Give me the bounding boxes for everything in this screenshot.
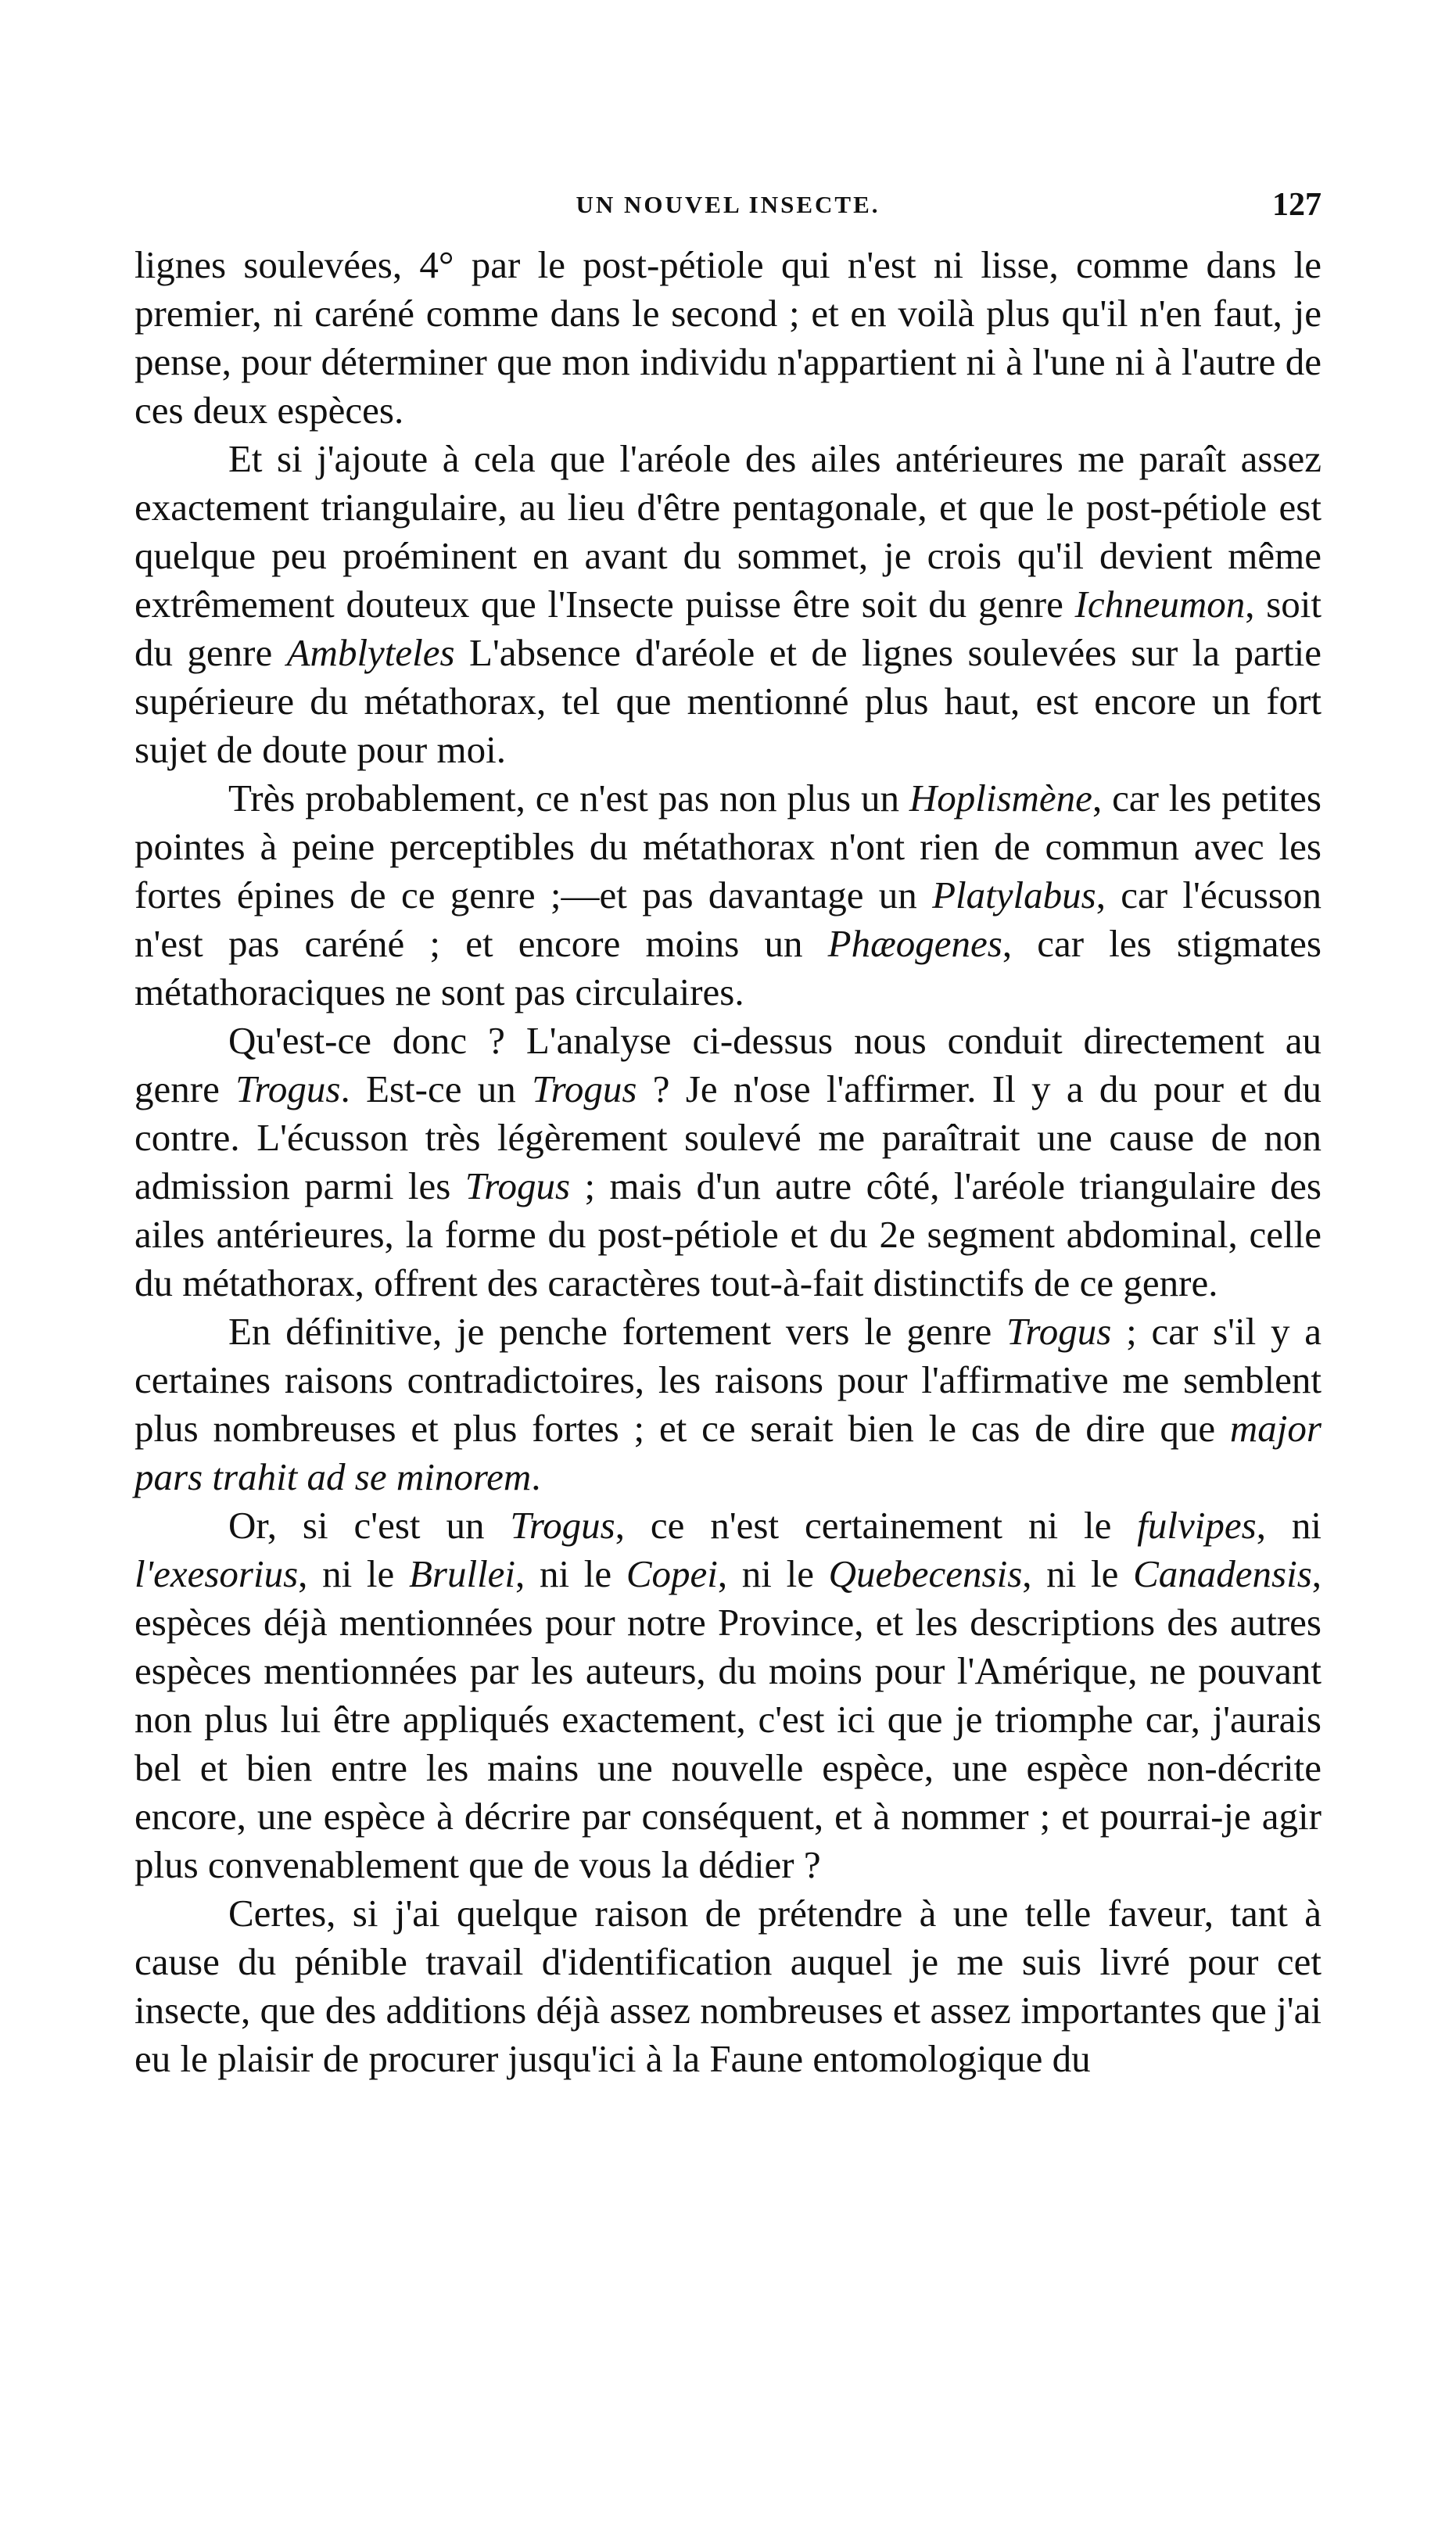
text-run: Très probablement, ce n'est pas non plus un <box>228 777 909 820</box>
text-run: ? Je n'ose l'affirmer. Il y a du pour et du contre. L'écusson très légèrement soulevé me paraîtrait une cause de non admission parmi les <box>134 1067 1322 1207</box>
italic-term: Phæogenes <box>827 922 1002 965</box>
italic-term: fulvipes <box>1137 1504 1257 1547</box>
paragraph <box>134 1889 1322 2083</box>
italic-term: Trogus <box>1006 1310 1112 1353</box>
italic-term: Amblyteles <box>286 631 455 674</box>
text-run: ; car s'il y a certaines raisons contradictoires, les raisons pour l'affirmative me semblent plus nombreuses et plus fortes ; et ce serait bien le cas de dire que <box>134 1310 1322 1450</box>
italic-term: Quebecensis <box>828 1552 1023 1595</box>
paragraph <box>134 1307 1322 1501</box>
paragraph <box>134 241 1322 435</box>
italic-term: Copei <box>626 1552 718 1595</box>
italic-term: Ichneumon <box>1074 583 1246 626</box>
paragraph <box>134 1017 1322 1307</box>
text-run: , ni le <box>717 1552 829 1595</box>
text-run: , car l'écusson n'est pas caréné ; et encore moins un <box>134 873 1322 965</box>
italic-term: Brullei <box>408 1552 516 1595</box>
italic-term: Trogus <box>235 1067 341 1110</box>
text-run: , soit du genre <box>134 583 1322 674</box>
text-run: , ni le <box>298 1552 409 1595</box>
text-run: L'absence d'aréole et de lignes soulevées sur la partie supérieure du métathorax, tel que mentionné plus haut, est encore un fort sujet de doute pour moi. <box>134 631 1322 771</box>
italic-term: major pars trahit ad se minorem <box>134 1407 1322 1498</box>
text-run: ; mais d'un autre côté, l'aréole triangulaire des ailes antérieures, la forme du post-pétiole et du 2e segment abdominal, celle du métathorax, offrent des caractères tout-à-fait distinctifs de ce genre. <box>134 1164 1322 1304</box>
text-run: , ce n'est certainement ni le <box>615 1504 1138 1547</box>
running-title: UN NOUVEL INSECTE. <box>576 191 880 218</box>
italic-term: Trogus <box>510 1504 615 1547</box>
paragraph <box>134 774 1322 1017</box>
text-run: , espèces déjà mentionnées pour notre Province, et les descriptions des autres espèces mentionnées par les auteurs, du moins pour l'Amérique, ne pouvant non plus lui être appliqués exactement, c'est ici que je triomphe car, j'aurais bel et bien entre les mains une nouvelle espèce, une espèce non-décrite encore, une espèce à décrire par conséquent, et à nommer ; et pourrai-je agir plus convenablement que de vous la dédier ? <box>134 1552 1322 1886</box>
text-run: Certes, si j'ai quelque raison de prétendre à une telle faveur, tant à cause du pénible travail d'identification auquel je me suis livré pour cet insecte, que des additions déjà assez nombreuses et assez importantes que j'ai eu le plaisir de procurer jusqu'ici à la Faune entomologique du <box>134 1892 1322 2080</box>
italic-term: l'exesorius <box>134 1552 299 1595</box>
italic-term: Trogus <box>464 1164 571 1207</box>
text-run: , ni <box>1256 1504 1322 1547</box>
text-run: , ni le <box>515 1552 626 1595</box>
italic-term: Trogus <box>532 1067 637 1110</box>
paragraph <box>134 1501 1322 1889</box>
text-run: , car les stigmates métathoraciques ne sont pas circulaires. <box>134 922 1322 1013</box>
italic-term: Canadensis <box>1133 1552 1312 1595</box>
text-run: En définitive, je penche fortement vers le genre <box>228 1310 1006 1353</box>
body-text <box>134 241 1322 2083</box>
italic-term: Platylabus <box>932 873 1096 916</box>
text-run: Or, si c'est un <box>228 1504 511 1547</box>
text-run: . <box>531 1455 541 1498</box>
italic-term: Hoplismène <box>909 777 1092 820</box>
text-run: . Est-ce un <box>340 1067 533 1110</box>
text-run: Et si j'ajoute à cela que l'aréole des ailes antérieures me paraît assez exactement triangulaire, au lieu d'être pentagonale, et que le post-pétiole est quelque peu proéminent en avant du sommet, je crois qu'il devient même extrêmement douteux que l'Insecte puisse être soit du genre <box>134 437 1322 626</box>
text-run: Qu'est-ce donc ? L'analyse ci-dessus nous conduit directement au genre <box>134 1019 1322 1110</box>
paragraph <box>134 435 1322 774</box>
page-number: 127 <box>1272 187 1322 223</box>
text-run: , car les petites pointes à peine perceptibles du métathorax n'ont rien de commun avec les fortes épines de ce genre ;—et pas davantage un <box>134 777 1322 916</box>
text-run: lignes soulevées, 4° par le post-pétiole qui n'est ni lisse, comme dans le premier, ni caréné comme dans le second ; et en voilà plus qu'il n'en faut, je pense, pour déterminer que mon individu n'appartient ni à l'une ni à l'autre de ces deux espèces. <box>134 243 1322 432</box>
text-run: , ni le <box>1022 1552 1134 1595</box>
running-head <box>134 186 1322 225</box>
